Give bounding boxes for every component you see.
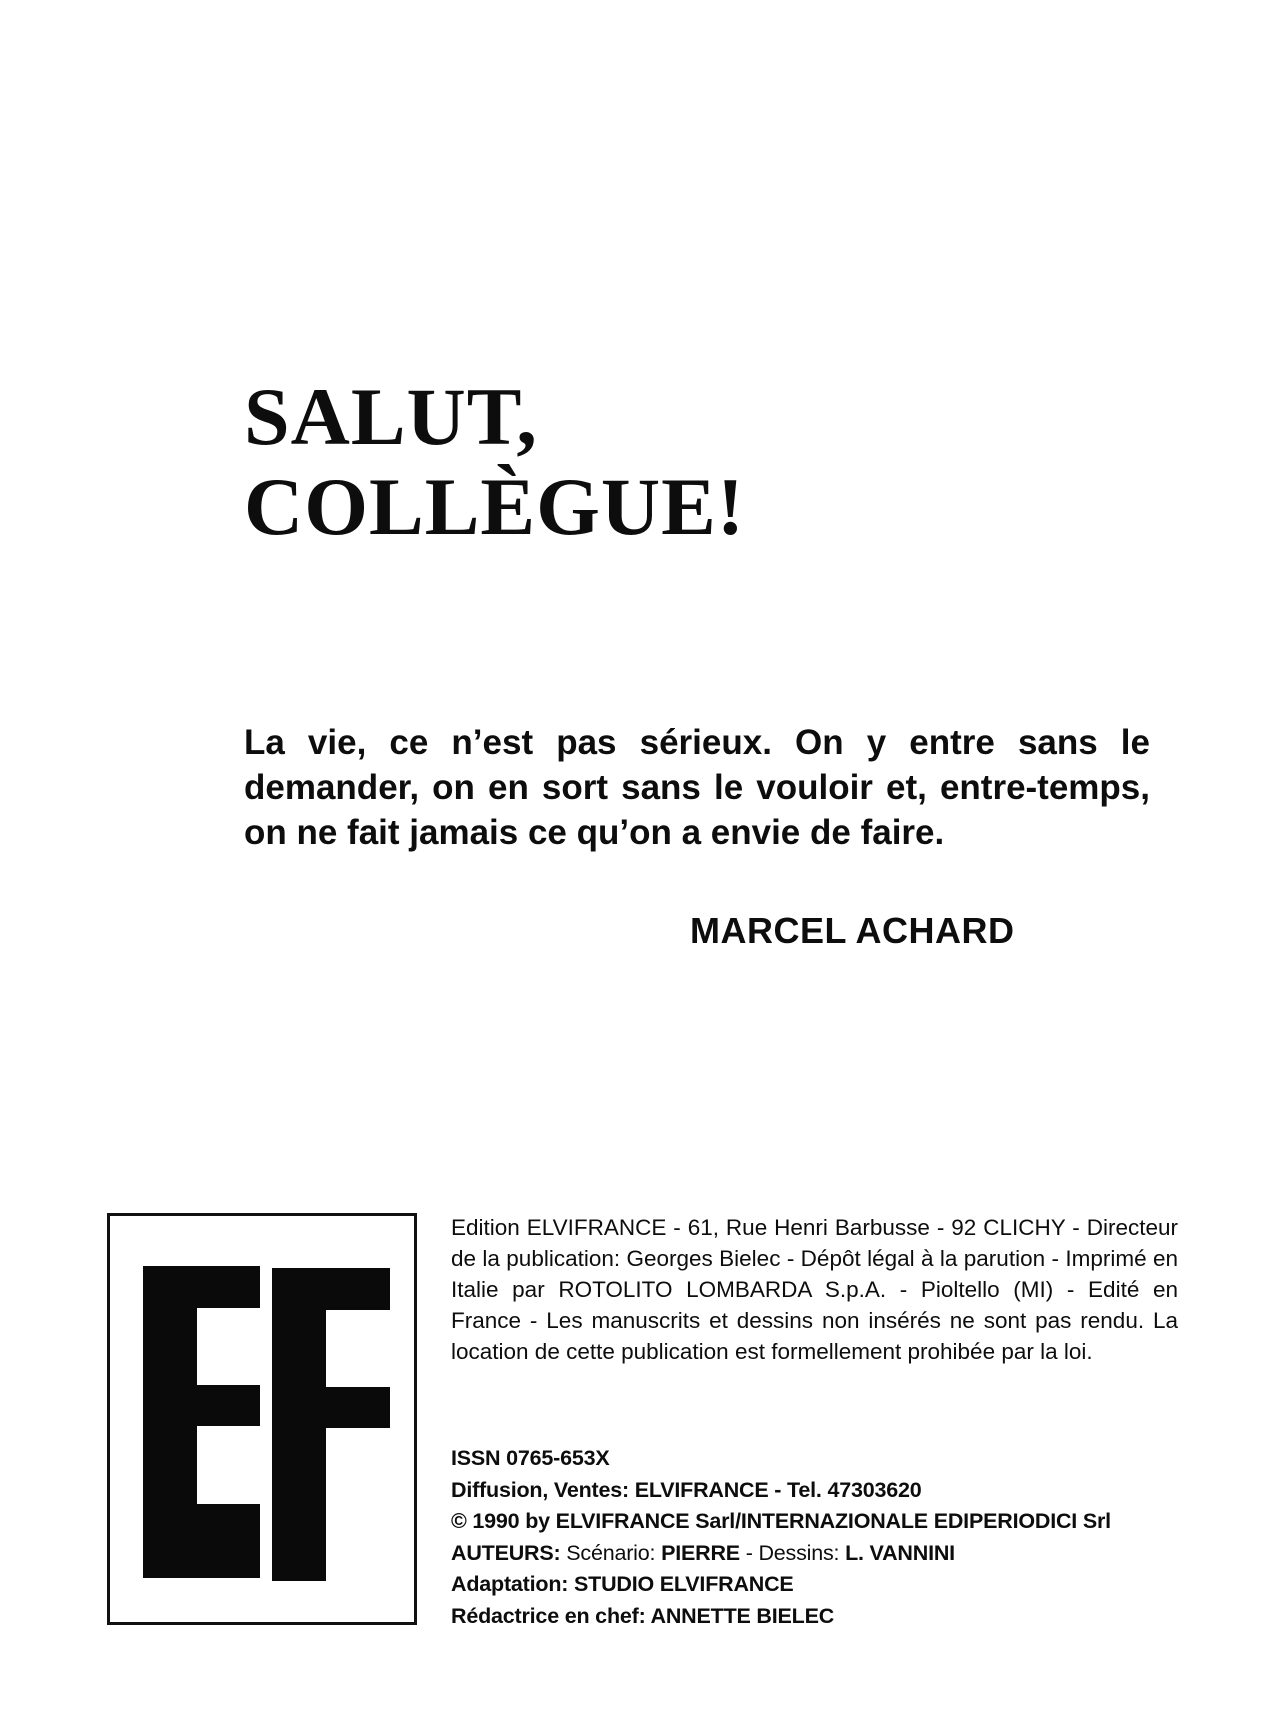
imprint-text: Edition ELVIFRANCE - 61, Rue Henri Barbusse - 92 CLICHY - Directeur de la publication: Georges Bielec - Dépôt légal à la parution - Imprimé en Italie par ROTOLITO LOMBARDA S.p.A. - Pioltello (MI) - Edité en France - Les manuscrits et dessins non insérés ne sont pas rendu. La location de cette publication est formellement prohibée par la loi. bbox=[451, 1215, 1178, 1364]
dessins-value: L. VANNINI bbox=[845, 1540, 955, 1565]
ef-logo-icon bbox=[110, 1216, 414, 1622]
page-title bbox=[244, 372, 745, 552]
issn: ISSN 0765-653X bbox=[451, 1446, 610, 1470]
authors-label: AUTEURS: bbox=[451, 1540, 567, 1565]
ef-logo bbox=[107, 1213, 417, 1625]
epigraph-author: MARCEL ACHARD bbox=[690, 910, 1015, 951]
dessins-label: - Dessins: bbox=[739, 1540, 846, 1565]
authors bbox=[451, 1538, 1111, 1570]
adaptation bbox=[451, 1569, 1111, 1601]
title-line-1: SALUT, bbox=[244, 371, 538, 462]
copyright: © 1990 by ELVIFRANCE Sarl/INTERNAZIONALE EDIPERIODICI Srl bbox=[451, 1509, 1111, 1533]
credits bbox=[451, 1443, 1111, 1632]
adaptation-label: Adaptation: bbox=[451, 1572, 574, 1596]
scenario-value: PIERRE bbox=[661, 1540, 740, 1565]
scenario-label: Scénario: bbox=[566, 1540, 662, 1565]
epigraph-quote: La vie, ce n’est pas sérieux. On y entre sans le demander, on en sort sans le vouloir et, entre-temps, on ne fait jamais ce qu’on a envie de faire. bbox=[244, 723, 1150, 852]
editor-in-chief: Rédactrice en chef: ANNETTE BIELEC bbox=[451, 1603, 835, 1628]
adaptation-value: STUDIO ELVIFRANCE bbox=[574, 1572, 794, 1596]
title-line-2: COLLÈGUE! bbox=[244, 461, 746, 552]
diffusion: Diffusion, Ventes: ELVIFRANCE - Tel. 47303620 bbox=[451, 1477, 922, 1502]
